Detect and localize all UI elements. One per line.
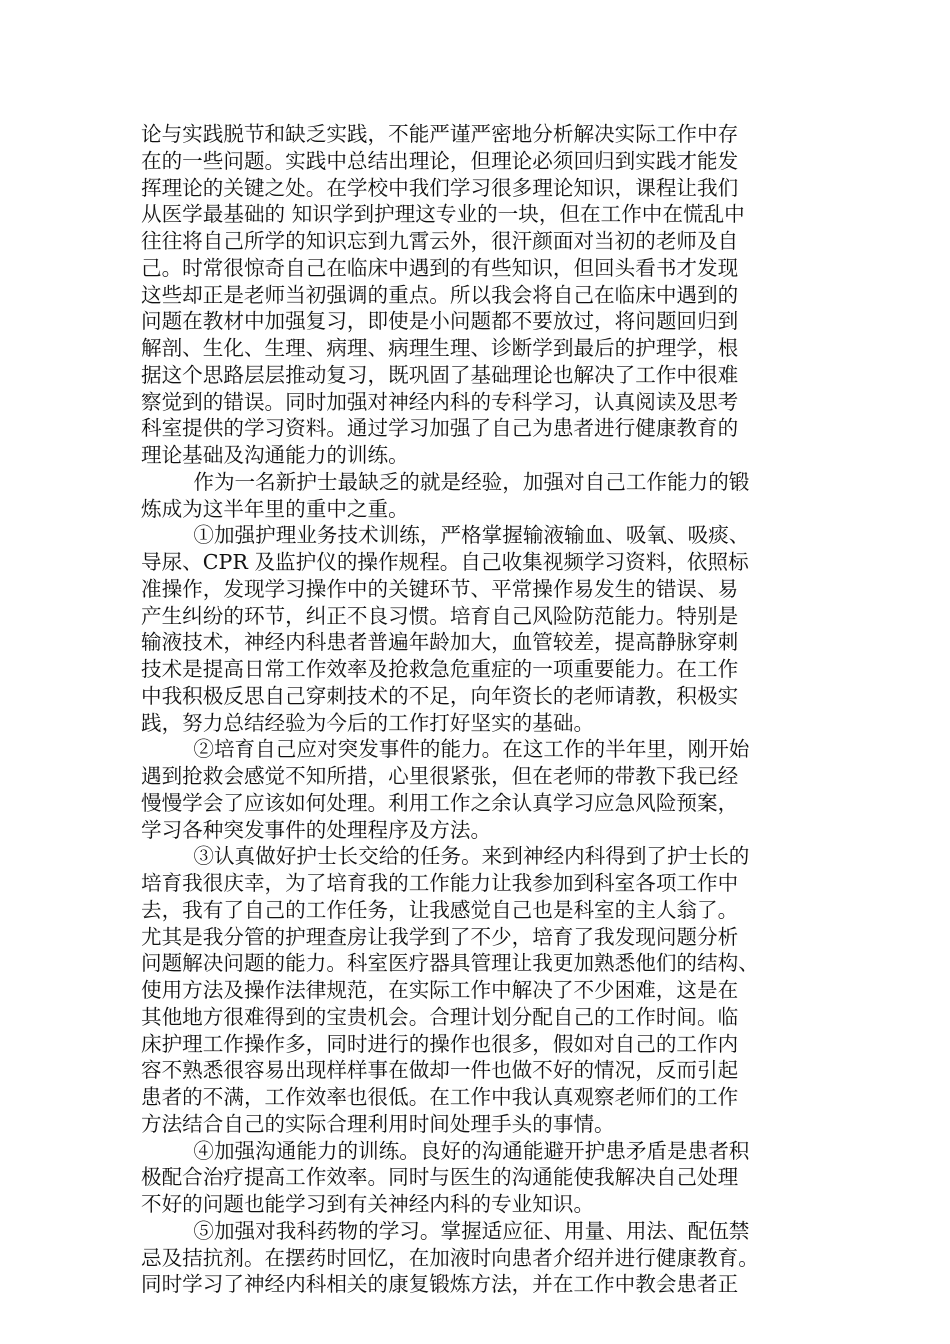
text-line: 同时学习了神经内科相关的康复锻炼方法，并在工作中教会患者正 <box>141 1272 739 1297</box>
text-line: 据这个思路层层推动复习，既巩固了基础理论也解决了工作中很难 <box>141 362 739 387</box>
text-line: 从医学最基础的 知识学到护理这专业的一块，但在工作中在慌乱中 <box>141 202 745 227</box>
text-line: 中我积极反思自己穿刺技术的不足，向年资长的老师请教，积极实 <box>141 683 739 708</box>
text-line: 不好的问题也能学习到有关神经内科的专业知识。 <box>141 1192 595 1216</box>
text-line: 解剖、生化、生理、病理、病理生理、诊断学到最后的护理学，根 <box>141 336 739 360</box>
text-line: 使用方法及操作法律规范，在实际工作中解决了不少困难，这是在 <box>141 978 739 1002</box>
text-line: 慢慢学会了应该如何处理。利用工作之余认真学习应急风险预案， <box>141 790 739 815</box>
text-line: 准操作，发现学习操作中的关键环节、平常操作易发生的错误、易 <box>141 576 739 601</box>
text-line: 忌及拮抗剂。在摆药时回忆，在加液时向患者介绍并进行健康教育。 <box>141 1245 759 1270</box>
text-line: 往往将自己所学的知识忘到九霄云外，很汗颜面对当初的老师及自 <box>141 229 739 253</box>
text-line: 导尿、CPR 及监护仪的操作规程。自己收集视频学习资料，依照标 <box>141 550 749 574</box>
text-line: 尤其是我分管的护理查房让我学到了不少，培育了我发现问题分析 <box>141 924 739 949</box>
text-line: 科室提供的学习资料。通过学习加强了自己为患者进行健康教育的 <box>141 416 739 441</box>
text-line: ①加强护理业务技术训练，严格掌握输液输血、吸氧、吸痰、 <box>141 523 750 548</box>
text-line: 患者的不满，工作效率也很低。在工作中我认真观察老师们的工作 <box>141 1085 739 1109</box>
text-line: 这些却正是老师当初强调的重点。所以我会将自己在临床中遇到的 <box>141 282 739 307</box>
text-line: 去，我有了自己的工作任务，让我感觉自己也是科室的主人翁了。 <box>141 897 739 922</box>
text-line: 问题解决问题的能力。科室医疗器具管理让我更加熟悉他们的结构、 <box>141 951 759 976</box>
text-line: 作为一名新护士最缺乏的就是经验，加强对自己工作能力的锻 <box>141 469 750 494</box>
text-line: 问题在教材中加强复习，即使是小问题都不要放过，将问题回归到 <box>141 309 739 334</box>
body-text <box>141 121 841 1298</box>
text-line: 其他地方很难得到的宝贵机会。合理计划分配自己的工作时间。临 <box>141 1004 739 1029</box>
text-line: 炼成为这半年里的重中之重。 <box>141 496 409 521</box>
text-line: 培育我很庆幸，为了培育我的工作能力让我参加到科室各项工作中 <box>141 871 739 895</box>
text-line: 技术是提高日常工作效率及抢救急危重症的一项重要能力。在工作 <box>141 657 739 681</box>
text-line: ②培育自己应对突发事件的能力。在这工作的半年里，刚开始 <box>141 737 750 762</box>
text-line: 察觉到的错误。同时加强对神经内科的专科学习，认真阅读及思考 <box>141 389 739 414</box>
text-line: 床护理工作操作多，同时进行的操作也很多，假如对自己的工作内 <box>141 1031 739 1056</box>
text-line: 遇到抢救会感觉不知所措，心里很紧张，但在老师的带教下我已经 <box>141 764 739 788</box>
text-line: ⑤加强对我科药物的学习。掌握适应征、用量、用法、配伍禁 <box>141 1218 750 1243</box>
text-line: 理论基础及沟通能力的训练。 <box>141 443 409 467</box>
text-line: 输液技术，神经内科患者普遍年龄加大，血管较差，提高静脉穿刺 <box>141 630 739 655</box>
text-line: 在的一些问题。实践中总结出理论，但理论必须回归到实践才能发 <box>141 148 739 173</box>
text-line: 方法结合自己的实际合理利用时间处理手头的事情。 <box>141 1111 615 1136</box>
text-line: 极配合治疗提高工作效率。同时与医生的沟通能使我解决自己处理 <box>141 1165 739 1190</box>
text-line: 论与实践脱节和缺乏实践，不能严谨严密地分析解决实际工作中存 <box>141 122 739 146</box>
text-line: 学习各种突发事件的处理程序及方法。 <box>141 817 492 842</box>
text-line: ③认真做好护士长交给的任务。来到神经内科得到了护士长的 <box>141 844 750 869</box>
text-line: 己。时常很惊奇自己在临床中遇到的有些知识，但回头看书才发现 <box>141 255 739 280</box>
text-line: 容不熟悉很容易出现样样事在做却一件也做不好的情况，反而引起 <box>141 1058 739 1083</box>
text-line: 挥理论的关键之处。在学校中我们学习很多理论知识，课程让我们 <box>141 175 739 200</box>
text-line: 产生纠纷的环节，纠正不良习惯。培育自己风险防范能力。特别是 <box>141 603 739 628</box>
text-line: ④加强沟通能力的训练。良好的沟通能避开护患矛盾是患者积 <box>141 1138 750 1163</box>
text-line: 践，努力总结经验为今后的工作打好坚实的基础。 <box>141 710 595 735</box>
